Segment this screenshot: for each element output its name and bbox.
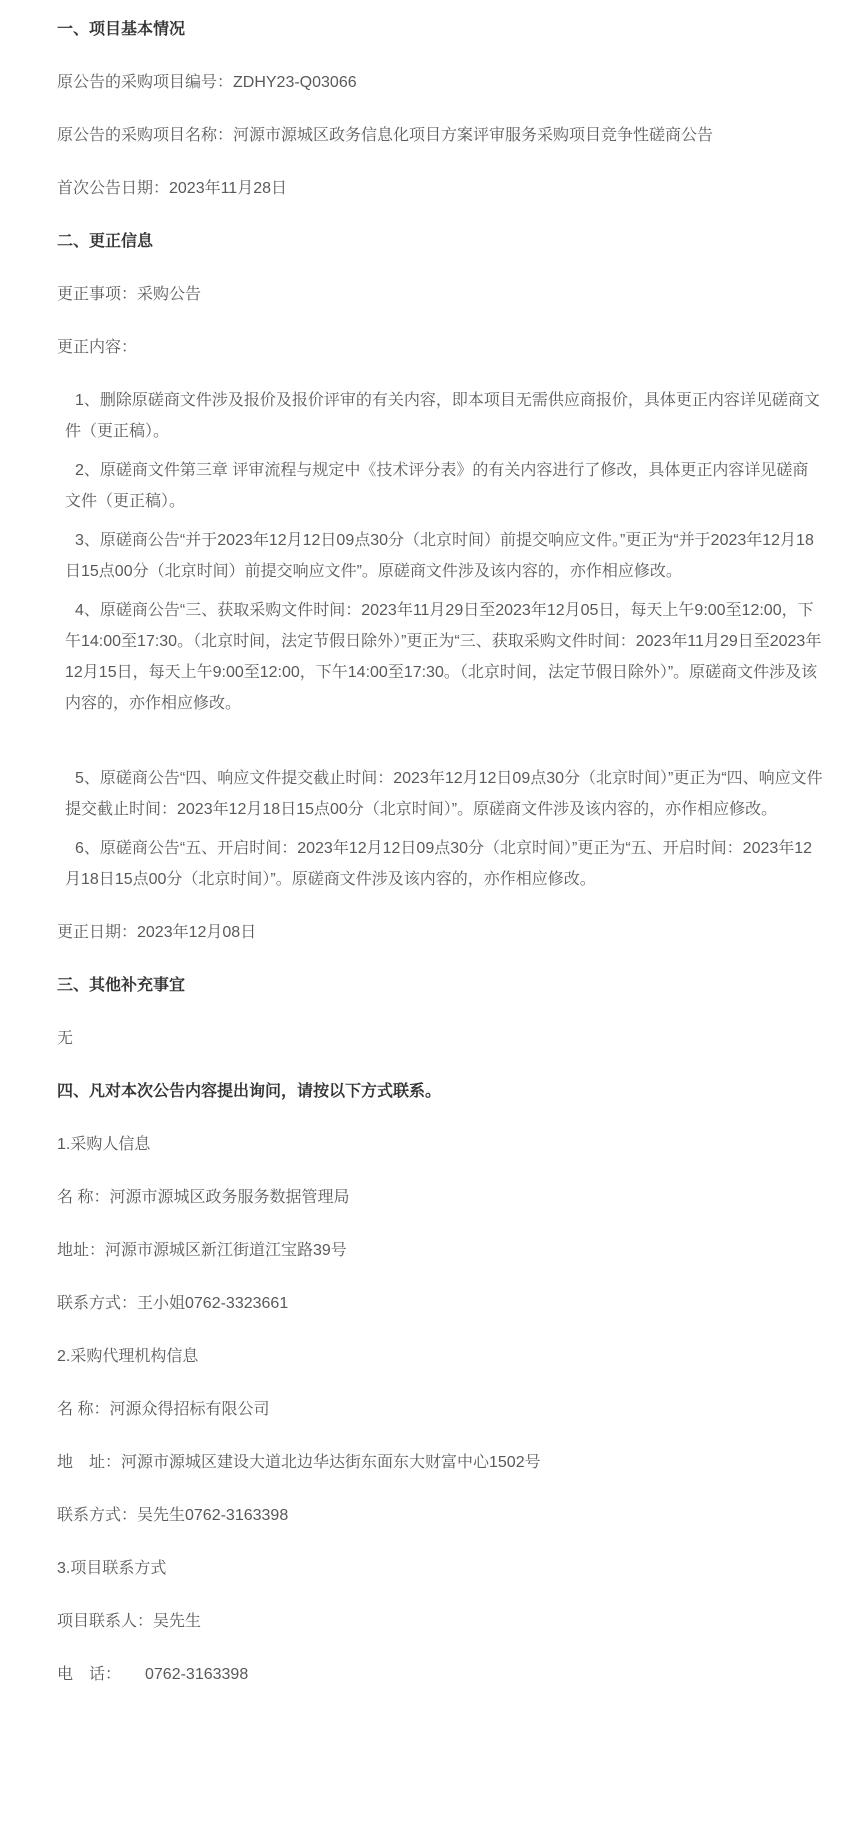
paragraph: 地址：河源市源城区新江街道江宝路39号 <box>57 1242 347 1259</box>
paragraph: 项目联系人：吴先生 <box>57 1613 202 1630</box>
paragraph: 2.采购代理机构信息 <box>57 1348 199 1365</box>
paragraph: 名 称：河源众得招标有限公司 <box>57 1401 270 1418</box>
paragraph: 更正内容： <box>57 339 138 356</box>
paragraph: 原公告的采购项目名称：河源市源城区政务信息化项目方案评审服务采购项目竞争性磋商公告 <box>57 127 714 144</box>
paragraph: 联系方式：吴先生0762-3163398 <box>57 1507 289 1524</box>
correction-list-item: 1、删除原磋商文件涉及报价及报价评审的有关内容，即本项目无需供应商报价，具体更正内容详见磋商文件（更正稿）。 <box>65 392 820 440</box>
correction-list-item: 4、原磋商公告“三、获取采购文件时间：2023年11月29日至2023年12月05日，每天上午9:00至12:00，下午14:00至17:30。（北京时间，法定节假日除外）”更正为“三、获取采购文件时间：2023年11月29日至2023年12月15日，每天上午9:00至12:00，下午14:00至17:30。（北京时间，法定节假日除外）”。原磋商文件涉及该内容的，亦作相应修改。 <box>65 602 822 712</box>
paragraph: 首次公告日期：2023年11月28日 <box>57 180 288 197</box>
section-heading: 三、其他补充事宜 <box>57 977 186 994</box>
section-heading: 四、凡对本次公告内容提出询问，请按以下方式联系。 <box>57 1083 442 1100</box>
correction-list-item: 6、原磋商公告“五、开启时间：2023年12月12日09点30分（北京时间）”更正为“五、开启时间：2023年12月18日15点00分（北京时间）”。原磋商文件涉及该内容的，亦作相应修改。 <box>65 840 813 888</box>
paragraph: 更正日期：2023年12月08日 <box>57 924 257 941</box>
paragraph: 无 <box>57 1030 74 1047</box>
paragraph: 更正事项：采购公告 <box>57 286 202 303</box>
paragraph: 1.采购人信息 <box>57 1136 151 1153</box>
blank-line <box>57 727 823 763</box>
section-heading: 二、更正信息 <box>57 233 154 250</box>
paragraph: 3.项目联系方式 <box>57 1560 167 1577</box>
section-heading: 一、项目基本情况 <box>57 21 186 38</box>
correction-list-item: 2、原磋商文件第三章 评审流程与规定中《技术评分表》的有关内容进行了修改，具体更正内容详见磋商文件（更正稿）。 <box>65 462 809 510</box>
correction-list-item: 5、原磋商公告“四、响应文件提交截止时间：2023年12月12日09点30分（北京时间）”更正为“四、响应文件提交截止时间：2023年12月18日15点00分（北京时间）”。原磋商文件涉及该内容的，亦作相应修改。 <box>65 770 823 818</box>
paragraph: 电 话： 0762-3163398 <box>57 1666 249 1683</box>
paragraph: 名 称：河源市源城区政务服务数据管理局 <box>57 1189 350 1206</box>
paragraph: 原公告的采购项目编号：ZDHY23-Q03066 <box>57 74 357 91</box>
paragraph: 联系方式：王小姐0762-3323661 <box>57 1295 289 1312</box>
correction-list-item: 3、原磋商公告“并于2023年12月12日09点30分（北京时间）前提交响应文件。”更正为“并于2023年12月18日15点00分（北京时间）前提交响应文件”。原磋商文件涉及该内容的，亦作相应修改。 <box>65 532 814 580</box>
paragraph: 地 址：河源市源城区建设大道北边华达街东面东大财富中心1502号 <box>57 1454 541 1471</box>
